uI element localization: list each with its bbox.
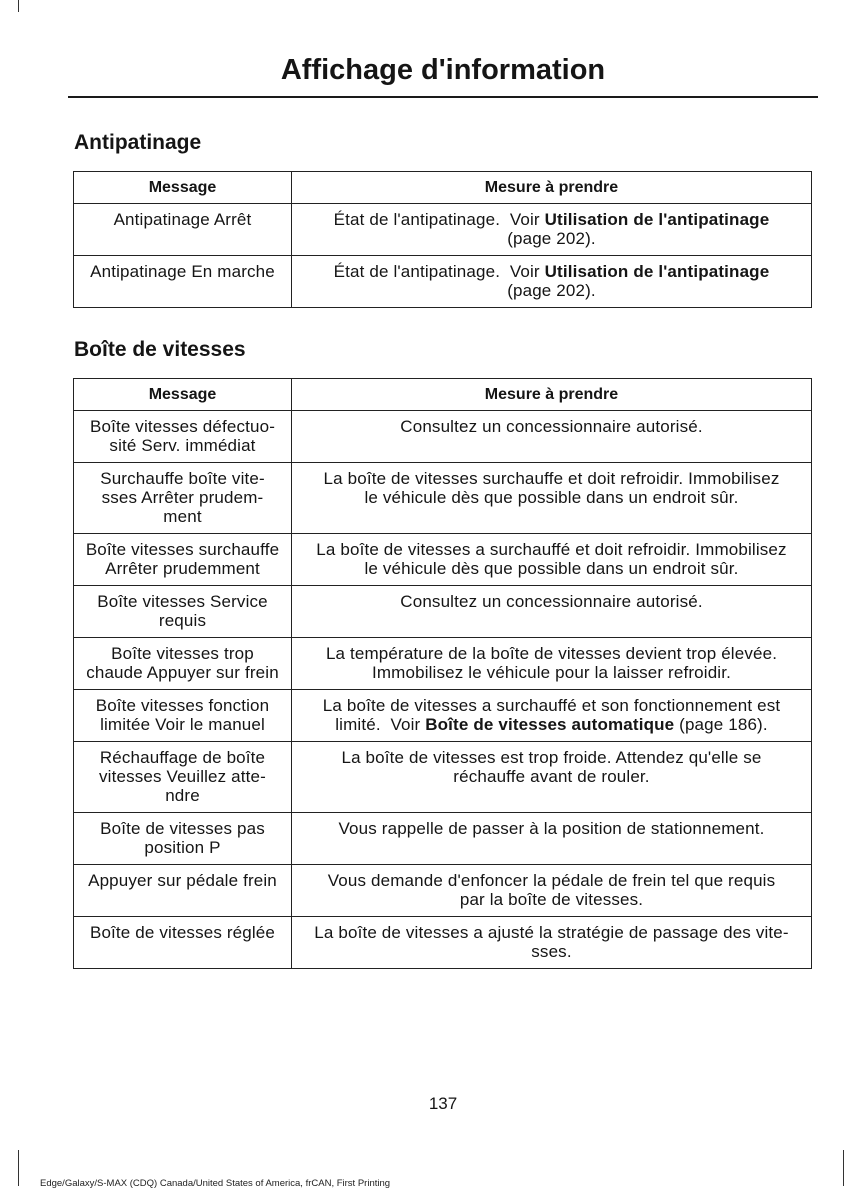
- cross-reference-link[interactable]: Boîte de vitesses automatique: [425, 715, 675, 734]
- message-cell: Appuyer sur pédale frein: [74, 865, 292, 917]
- action-cell: Vous rappelle de passer à la position de stationnement.: [292, 813, 812, 865]
- action-cell: Consultez un concessionnaire autorisé.: [292, 411, 812, 463]
- message-cell: Boîte vitesses fonction limitée Voir le manuel: [74, 690, 292, 742]
- message-cell: Boîte vitesses défectuo- sité Serv. immédiat: [74, 411, 292, 463]
- page-reference: (page 202).: [507, 229, 596, 248]
- message-cell: Réchauffage de boîte vitesses Veuillez atte- ndre: [74, 742, 292, 813]
- page-title: Affichage d'information: [280, 54, 606, 86]
- action-text: La boîte de vitesses a surchauffé et son fonctionnement est limité. Voir: [322, 696, 781, 734]
- action-cell: [292, 690, 812, 742]
- crop-mark: [18, 0, 19, 12]
- column-header-message: Message: [74, 172, 292, 204]
- table-row: [74, 865, 812, 917]
- message-cell: Antipatinage En marche: [74, 256, 292, 308]
- table-row: [74, 917, 812, 969]
- table-row: [74, 586, 812, 638]
- action-cell: La boîte de vitesses a surchauffé et doit refroidir. Immobilisez le véhicule dès que possible dans un endroit sûr.: [292, 534, 812, 586]
- table-row: [74, 534, 812, 586]
- column-header-action: Mesure à prendre: [292, 172, 812, 204]
- page-number: 137: [428, 1094, 458, 1113]
- message-cell: Boîte de vitesses réglée: [74, 917, 292, 969]
- table-row: [74, 638, 812, 690]
- action-cell: Consultez un concessionnaire autorisé.: [292, 586, 812, 638]
- action-text: État de l'antipatinage. Voir: [333, 262, 545, 281]
- action-cell: Vous demande d'enfoncer la pédale de frein tel que requis par la boîte de vitesses.: [292, 865, 812, 917]
- header-rule: [68, 96, 818, 98]
- message-cell: Boîte de vitesses pas position P: [74, 813, 292, 865]
- action-cell: [292, 204, 812, 256]
- column-header-message: Message: [74, 379, 292, 411]
- action-cell: La boîte de vitesses surchauffe et doit refroidir. Immobilisez le véhicule dès que possible dans un endroit sûr.: [292, 463, 812, 534]
- table-row: [74, 463, 812, 534]
- table-header-row: [74, 172, 812, 204]
- table-row: [74, 813, 812, 865]
- footer-text: Edge/Galaxy/S-MAX (CDQ) Canada/United States of America, frCAN, First Printing: [40, 1178, 391, 1189]
- message-cell: Antipatinage Arrêt: [74, 204, 292, 256]
- section-title-boite-de-vitesses: Boîte de vitesses: [74, 338, 246, 361]
- message-cell: Boîte vitesses trop chaude Appuyer sur frein: [74, 638, 292, 690]
- action-cell: La température de la boîte de vitesses devient trop élevée. Immobilisez le véhicule pour la laisser refroidir.: [292, 638, 812, 690]
- column-header-action: Mesure à prendre: [292, 379, 812, 411]
- page-reference: (page 202).: [507, 281, 596, 300]
- section-title-antipatinage: Antipatinage: [74, 131, 202, 154]
- action-cell: [292, 256, 812, 308]
- cross-reference-link[interactable]: Utilisation de l'antipatinage: [544, 262, 770, 281]
- table-row: [74, 204, 812, 256]
- message-cell: Boîte vitesses surchauffe Arrêter prudemment: [74, 534, 292, 586]
- table-antipatinage: [73, 171, 812, 308]
- message-cell: Boîte vitesses Service requis: [74, 586, 292, 638]
- table-row: [74, 742, 812, 813]
- table-boite-de-vitesses: [73, 378, 812, 969]
- message-cell: Surchauffe boîte vite- sses Arrêter prudem- ment: [74, 463, 292, 534]
- table-row: [74, 690, 812, 742]
- action-cell: La boîte de vitesses est trop froide. Attendez qu'elle se réchauffe avant de rouler.: [292, 742, 812, 813]
- table-header-row: [74, 379, 812, 411]
- page-reference: (page 186).: [674, 715, 768, 734]
- action-text: État de l'antipatinage. Voir: [333, 210, 545, 229]
- action-cell: La boîte de vitesses a ajusté la stratégie de passage des vite- sses.: [292, 917, 812, 969]
- crop-mark: [843, 1150, 844, 1186]
- crop-mark: [18, 1150, 19, 1186]
- cross-reference-link[interactable]: Utilisation de l'antipatinage: [544, 210, 770, 229]
- table-row: [74, 256, 812, 308]
- table-row: [74, 411, 812, 463]
